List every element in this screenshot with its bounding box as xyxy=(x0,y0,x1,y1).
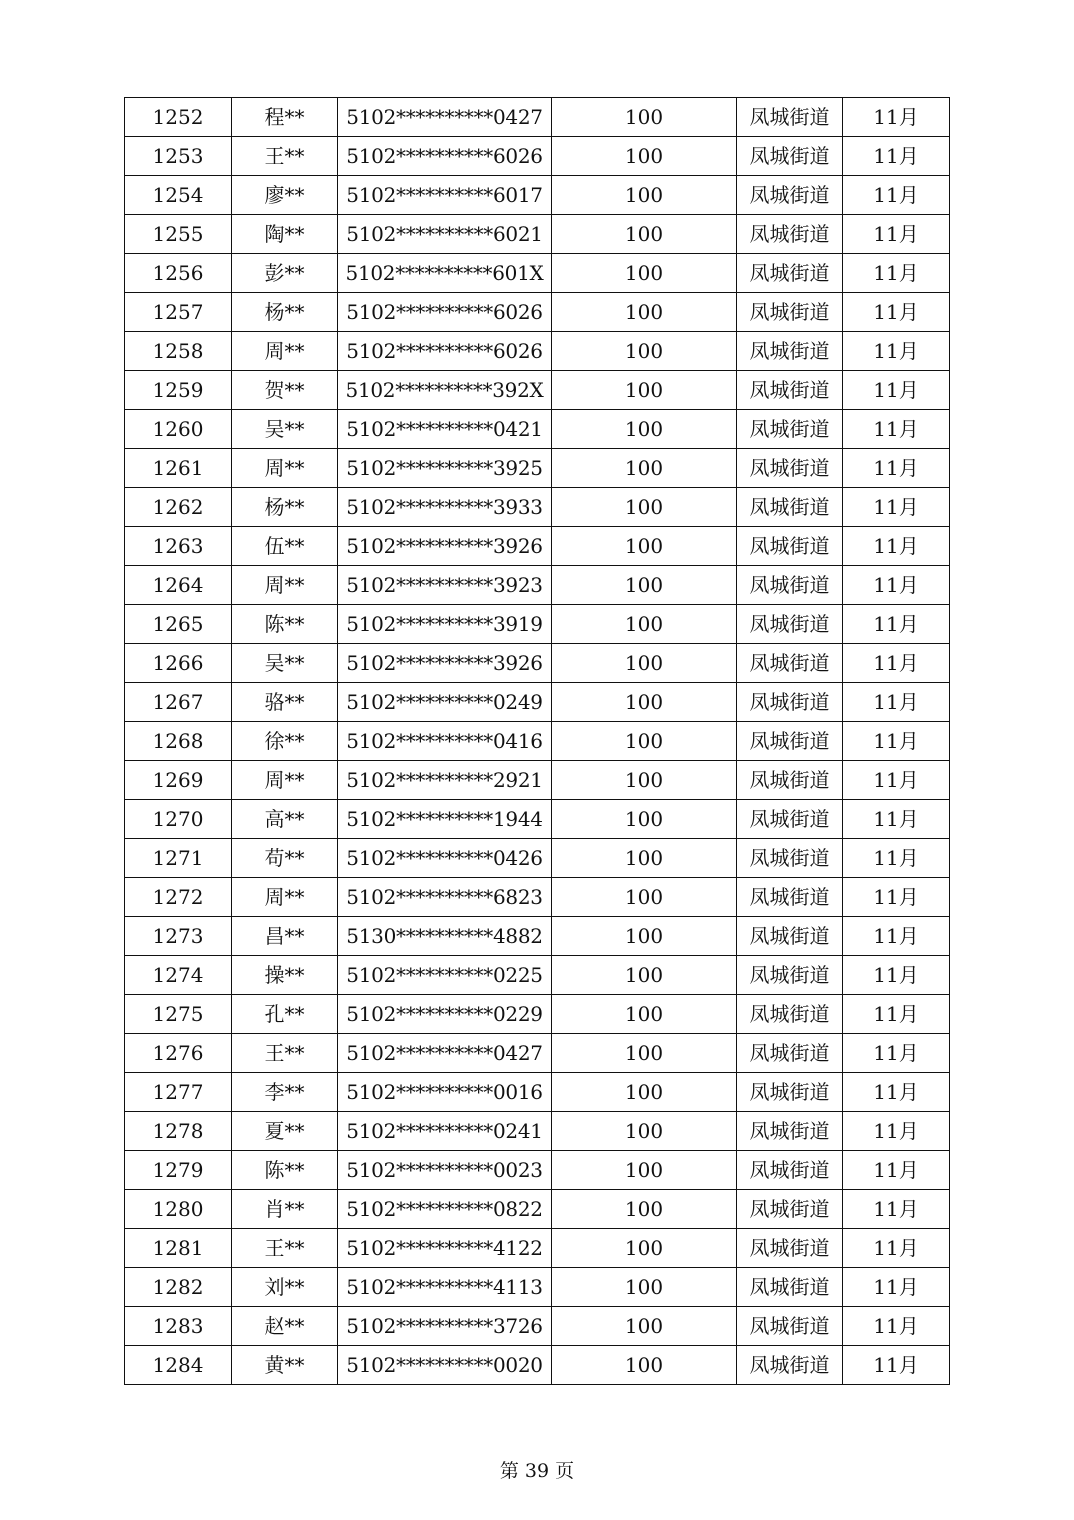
cell-month: 11月 xyxy=(843,917,950,956)
table-row xyxy=(125,995,950,1034)
cell-name: 李** xyxy=(232,1073,338,1112)
cell-amount: 100 xyxy=(552,1112,737,1151)
table-row xyxy=(125,293,950,332)
cell-street: 凤城街道 xyxy=(737,566,843,605)
cell-id-number: 5102**********3926 xyxy=(338,527,552,566)
table-row xyxy=(125,956,950,995)
cell-name: 贺** xyxy=(232,371,338,410)
cell-month: 11月 xyxy=(843,1151,950,1190)
cell-id-number: 5102**********3726 xyxy=(338,1307,552,1346)
cell-name: 周** xyxy=(232,332,338,371)
cell-serial-number: 1283 xyxy=(125,1307,232,1346)
cell-serial-number: 1284 xyxy=(125,1346,232,1385)
cell-street: 凤城街道 xyxy=(737,1346,843,1385)
cell-serial-number: 1261 xyxy=(125,449,232,488)
table-row xyxy=(125,449,950,488)
cell-amount: 100 xyxy=(552,683,737,722)
cell-amount: 100 xyxy=(552,839,737,878)
cell-serial-number: 1252 xyxy=(125,98,232,137)
cell-street: 凤城街道 xyxy=(737,176,843,215)
cell-amount: 100 xyxy=(552,995,737,1034)
cell-amount: 100 xyxy=(552,566,737,605)
table-row xyxy=(125,878,950,917)
cell-id-number: 5102**********0421 xyxy=(338,410,552,449)
cell-serial-number: 1260 xyxy=(125,410,232,449)
table-row xyxy=(125,1346,950,1385)
cell-id-number: 5102**********0822 xyxy=(338,1190,552,1229)
cell-name: 吴** xyxy=(232,410,338,449)
cell-street: 凤城街道 xyxy=(737,1112,843,1151)
cell-id-number: 5102**********1944 xyxy=(338,800,552,839)
cell-month: 11月 xyxy=(843,215,950,254)
table-row xyxy=(125,644,950,683)
page-number: 第 39 页 xyxy=(499,1460,575,1482)
cell-name: 周** xyxy=(232,566,338,605)
cell-name: 陈** xyxy=(232,605,338,644)
table-row xyxy=(125,1073,950,1112)
cell-name: 肖** xyxy=(232,1190,338,1229)
cell-name: 赵** xyxy=(232,1307,338,1346)
cell-amount: 100 xyxy=(552,410,737,449)
cell-month: 11月 xyxy=(843,1307,950,1346)
table-row xyxy=(125,1034,950,1073)
cell-serial-number: 1276 xyxy=(125,1034,232,1073)
cell-month: 11月 xyxy=(843,449,950,488)
cell-serial-number: 1269 xyxy=(125,761,232,800)
cell-month: 11月 xyxy=(843,332,950,371)
cell-name: 骆** xyxy=(232,683,338,722)
cell-amount: 100 xyxy=(552,1034,737,1073)
cell-serial-number: 1279 xyxy=(125,1151,232,1190)
cell-street: 凤城街道 xyxy=(737,371,843,410)
cell-street: 凤城街道 xyxy=(737,1151,843,1190)
cell-id-number: 5102**********0249 xyxy=(338,683,552,722)
cell-name: 杨** xyxy=(232,488,338,527)
cell-street: 凤城街道 xyxy=(737,449,843,488)
cell-amount: 100 xyxy=(552,761,737,800)
cell-street: 凤城街道 xyxy=(737,1034,843,1073)
table-row xyxy=(125,332,950,371)
table-row xyxy=(125,176,950,215)
cell-serial-number: 1254 xyxy=(125,176,232,215)
cell-name: 周** xyxy=(232,878,338,917)
cell-id-number: 5102**********3919 xyxy=(338,605,552,644)
cell-street: 凤城街道 xyxy=(737,332,843,371)
cell-name: 吴** xyxy=(232,644,338,683)
table-row xyxy=(125,137,950,176)
cell-id-number: 5102**********0016 xyxy=(338,1073,552,1112)
cell-month: 11月 xyxy=(843,98,950,137)
table-row xyxy=(125,917,950,956)
cell-serial-number: 1255 xyxy=(125,215,232,254)
cell-month: 11月 xyxy=(843,1190,950,1229)
cell-amount: 100 xyxy=(552,527,737,566)
table-row xyxy=(125,1229,950,1268)
table-row xyxy=(125,215,950,254)
cell-name: 王** xyxy=(232,137,338,176)
cell-amount: 100 xyxy=(552,254,737,293)
cell-id-number: 5102**********6823 xyxy=(338,878,552,917)
cell-month: 11月 xyxy=(843,839,950,878)
cell-street: 凤城街道 xyxy=(737,254,843,293)
cell-month: 11月 xyxy=(843,800,950,839)
cell-name: 操** xyxy=(232,956,338,995)
cell-amount: 100 xyxy=(552,644,737,683)
cell-id-number: 5102**********0427 xyxy=(338,1034,552,1073)
table-row xyxy=(125,761,950,800)
cell-amount: 100 xyxy=(552,1151,737,1190)
cell-serial-number: 1257 xyxy=(125,293,232,332)
cell-serial-number: 1253 xyxy=(125,137,232,176)
cell-name: 陈** xyxy=(232,1151,338,1190)
cell-street: 凤城街道 xyxy=(737,488,843,527)
cell-serial-number: 1275 xyxy=(125,995,232,1034)
cell-street: 凤城街道 xyxy=(737,722,843,761)
cell-street: 凤城街道 xyxy=(737,98,843,137)
cell-serial-number: 1265 xyxy=(125,605,232,644)
cell-serial-number: 1278 xyxy=(125,1112,232,1151)
cell-street: 凤城街道 xyxy=(737,956,843,995)
cell-name: 王** xyxy=(232,1229,338,1268)
cell-amount: 100 xyxy=(552,878,737,917)
cell-serial-number: 1258 xyxy=(125,332,232,371)
cell-street: 凤城街道 xyxy=(737,800,843,839)
cell-name: 杨** xyxy=(232,293,338,332)
cell-amount: 100 xyxy=(552,98,737,137)
cell-month: 11月 xyxy=(843,1112,950,1151)
cell-name: 伍** xyxy=(232,527,338,566)
cell-serial-number: 1266 xyxy=(125,644,232,683)
cell-amount: 100 xyxy=(552,293,737,332)
cell-amount: 100 xyxy=(552,1268,737,1307)
table-row xyxy=(125,1268,950,1307)
table-row xyxy=(125,566,950,605)
cell-serial-number: 1273 xyxy=(125,917,232,956)
table-row xyxy=(125,254,950,293)
cell-name: 苟** xyxy=(232,839,338,878)
cell-month: 11月 xyxy=(843,254,950,293)
cell-month: 11月 xyxy=(843,176,950,215)
cell-amount: 100 xyxy=(552,449,737,488)
cell-serial-number: 1282 xyxy=(125,1268,232,1307)
cell-id-number: 5102**********4113 xyxy=(338,1268,552,1307)
cell-serial-number: 1264 xyxy=(125,566,232,605)
cell-serial-number: 1270 xyxy=(125,800,232,839)
cell-amount: 100 xyxy=(552,176,737,215)
cell-month: 11月 xyxy=(843,722,950,761)
cell-serial-number: 1272 xyxy=(125,878,232,917)
cell-serial-number: 1271 xyxy=(125,839,232,878)
cell-name: 昌** xyxy=(232,917,338,956)
cell-id-number: 5102**********6017 xyxy=(338,176,552,215)
cell-street: 凤城街道 xyxy=(737,293,843,332)
cell-month: 11月 xyxy=(843,566,950,605)
cell-id-number: 5102**********6026 xyxy=(338,332,552,371)
cell-month: 11月 xyxy=(843,527,950,566)
cell-street: 凤城街道 xyxy=(737,995,843,1034)
table-row xyxy=(125,527,950,566)
cell-serial-number: 1262 xyxy=(125,488,232,527)
cell-street: 凤城街道 xyxy=(737,410,843,449)
cell-id-number: 5102**********6021 xyxy=(338,215,552,254)
cell-amount: 100 xyxy=(552,1190,737,1229)
cell-street: 凤城街道 xyxy=(737,215,843,254)
cell-street: 凤城街道 xyxy=(737,527,843,566)
cell-id-number: 5102**********0427 xyxy=(338,98,552,137)
cell-name: 王** xyxy=(232,1034,338,1073)
cell-month: 11月 xyxy=(843,1268,950,1307)
cell-amount: 100 xyxy=(552,800,737,839)
cell-id-number: 5102**********2921 xyxy=(338,761,552,800)
cell-month: 11月 xyxy=(843,137,950,176)
cell-month: 11月 xyxy=(843,371,950,410)
cell-street: 凤城街道 xyxy=(737,1307,843,1346)
cell-serial-number: 1268 xyxy=(125,722,232,761)
cell-month: 11月 xyxy=(843,1346,950,1385)
table-row xyxy=(125,722,950,761)
table-row xyxy=(125,98,950,137)
table-row xyxy=(125,683,950,722)
table-row xyxy=(125,839,950,878)
cell-name: 周** xyxy=(232,761,338,800)
cell-name: 周** xyxy=(232,449,338,488)
cell-serial-number: 1280 xyxy=(125,1190,232,1229)
cell-name: 程** xyxy=(232,98,338,137)
cell-id-number: 5102**********6026 xyxy=(338,293,552,332)
cell-month: 11月 xyxy=(843,1229,950,1268)
cell-id-number: 5102**********0229 xyxy=(338,995,552,1034)
cell-id-number: 5102**********0426 xyxy=(338,839,552,878)
cell-id-number: 5102**********601X xyxy=(338,254,552,293)
cell-amount: 100 xyxy=(552,1346,737,1385)
cell-name: 孔** xyxy=(232,995,338,1034)
cell-month: 11月 xyxy=(843,1073,950,1112)
cell-serial-number: 1281 xyxy=(125,1229,232,1268)
table-row xyxy=(125,1151,950,1190)
cell-id-number: 5102**********0241 xyxy=(338,1112,552,1151)
table-row xyxy=(125,371,950,410)
table-row xyxy=(125,410,950,449)
cell-id-number: 5102**********3933 xyxy=(338,488,552,527)
cell-id-number: 5102**********6026 xyxy=(338,137,552,176)
cell-amount: 100 xyxy=(552,371,737,410)
cell-street: 凤城街道 xyxy=(737,1190,843,1229)
cell-amount: 100 xyxy=(552,1073,737,1112)
cell-street: 凤城街道 xyxy=(737,917,843,956)
cell-amount: 100 xyxy=(552,137,737,176)
cell-id-number: 5102**********0023 xyxy=(338,1151,552,1190)
cell-street: 凤城街道 xyxy=(737,878,843,917)
cell-month: 11月 xyxy=(843,605,950,644)
cell-name: 彭** xyxy=(232,254,338,293)
cell-month: 11月 xyxy=(843,878,950,917)
cell-month: 11月 xyxy=(843,410,950,449)
cell-month: 11月 xyxy=(843,761,950,800)
cell-month: 11月 xyxy=(843,683,950,722)
table-row xyxy=(125,605,950,644)
table-row xyxy=(125,1307,950,1346)
cell-serial-number: 1256 xyxy=(125,254,232,293)
cell-name: 夏** xyxy=(232,1112,338,1151)
cell-id-number: 5102**********392X xyxy=(338,371,552,410)
cell-street: 凤城街道 xyxy=(737,1229,843,1268)
cell-street: 凤城街道 xyxy=(737,1268,843,1307)
cell-amount: 100 xyxy=(552,917,737,956)
cell-id-number: 5102**********0416 xyxy=(338,722,552,761)
table-row xyxy=(125,488,950,527)
cell-name: 黄** xyxy=(232,1346,338,1385)
cell-street: 凤城街道 xyxy=(737,839,843,878)
cell-serial-number: 1259 xyxy=(125,371,232,410)
cell-name: 徐** xyxy=(232,722,338,761)
cell-month: 11月 xyxy=(843,995,950,1034)
cell-month: 11月 xyxy=(843,644,950,683)
cell-id-number: 5102**********0020 xyxy=(338,1346,552,1385)
cell-amount: 100 xyxy=(552,605,737,644)
cell-name: 刘** xyxy=(232,1268,338,1307)
table-row xyxy=(125,800,950,839)
cell-street: 凤城街道 xyxy=(737,644,843,683)
cell-serial-number: 1263 xyxy=(125,527,232,566)
cell-id-number: 5102**********3926 xyxy=(338,644,552,683)
cell-amount: 100 xyxy=(552,488,737,527)
cell-month: 11月 xyxy=(843,1034,950,1073)
cell-name: 廖** xyxy=(232,176,338,215)
cell-amount: 100 xyxy=(552,1229,737,1268)
cell-name: 高** xyxy=(232,800,338,839)
roster-table xyxy=(124,97,950,1385)
cell-serial-number: 1277 xyxy=(125,1073,232,1112)
cell-street: 凤城街道 xyxy=(737,1073,843,1112)
cell-street: 凤城街道 xyxy=(737,761,843,800)
cell-id-number: 5102**********3925 xyxy=(338,449,552,488)
cell-amount: 100 xyxy=(552,1307,737,1346)
cell-street: 凤城街道 xyxy=(737,683,843,722)
cell-name: 陶** xyxy=(232,215,338,254)
cell-id-number: 5102**********3923 xyxy=(338,566,552,605)
cell-street: 凤城街道 xyxy=(737,605,843,644)
cell-month: 11月 xyxy=(843,293,950,332)
cell-month: 11月 xyxy=(843,488,950,527)
cell-amount: 100 xyxy=(552,215,737,254)
cell-id-number: 5130**********4882 xyxy=(338,917,552,956)
cell-amount: 100 xyxy=(552,332,737,371)
cell-amount: 100 xyxy=(552,956,737,995)
roster-table-body xyxy=(125,98,950,1385)
cell-serial-number: 1274 xyxy=(125,956,232,995)
table-row xyxy=(125,1190,950,1229)
cell-serial-number: 1267 xyxy=(125,683,232,722)
cell-id-number: 5102**********4122 xyxy=(338,1229,552,1268)
table-row xyxy=(125,1112,950,1151)
cell-street: 凤城街道 xyxy=(737,137,843,176)
cell-amount: 100 xyxy=(552,722,737,761)
cell-month: 11月 xyxy=(843,956,950,995)
cell-id-number: 5102**********0225 xyxy=(338,956,552,995)
